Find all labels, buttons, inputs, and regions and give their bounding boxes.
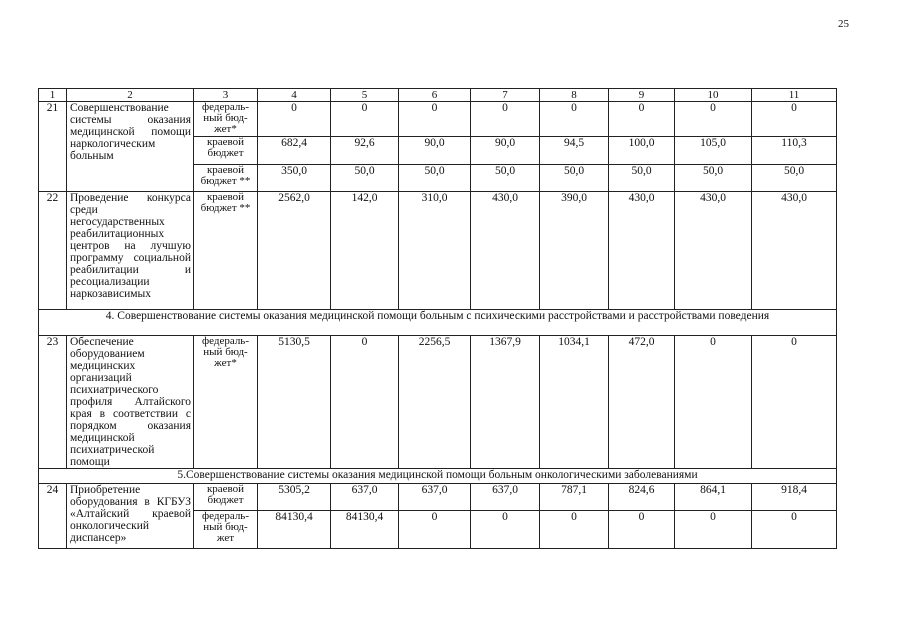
value-cell: 0 (609, 511, 675, 549)
table-row (39, 484, 837, 511)
value-cell: 430,0 (471, 192, 540, 310)
value-cell: 84130,4 (331, 511, 399, 549)
value-cell: 50,0 (471, 165, 540, 192)
value-cell: 50,0 (609, 165, 675, 192)
value-cell: 0 (258, 102, 331, 137)
value-cell: 50,0 (540, 165, 609, 192)
value-cell: 142,0 (331, 192, 399, 310)
value-cell: 0 (675, 336, 752, 469)
value-cell: 2256,5 (399, 336, 471, 469)
value-cell: 94,5 (540, 137, 609, 165)
header-cell: 6 (399, 89, 471, 102)
header-cell: 5 (331, 89, 399, 102)
value-cell: 430,0 (675, 192, 752, 310)
value-cell: 637,0 (471, 484, 540, 511)
value-cell: 0 (471, 511, 540, 549)
value-cell: 5130,5 (258, 336, 331, 469)
value-cell: 1367,9 (471, 336, 540, 469)
section-row (39, 469, 837, 484)
value-cell: 430,0 (609, 192, 675, 310)
value-cell: 100,0 (609, 137, 675, 165)
header-cell: 3 (194, 89, 258, 102)
funding-source: федераль-ный бюд-жет* (194, 102, 258, 137)
value-cell: 50,0 (399, 165, 471, 192)
value-cell: 0 (675, 511, 752, 549)
table-row (39, 102, 837, 137)
activity-name: Совершенствование системы оказания медицинской помощи наркологическим больным (67, 102, 194, 192)
value-cell: 390,0 (540, 192, 609, 310)
value-cell: 50,0 (752, 165, 837, 192)
value-cell: 5305,2 (258, 484, 331, 511)
value-cell: 0 (752, 511, 837, 549)
funding-source: краевой бюджет ** (194, 192, 258, 310)
value-cell: 90,0 (399, 137, 471, 165)
activity-name: Приобретение оборудования в КГБУЗ «Алтайский краевой онкологический диспансер» (67, 484, 194, 549)
value-cell: 350,0 (258, 165, 331, 192)
value-cell: 682,4 (258, 137, 331, 165)
value-cell: 2562,0 (258, 192, 331, 310)
section-heading: 5.Совершенствование системы оказания медицинской помощи больным онкологическими заболеваниями (39, 469, 837, 484)
value-cell: 0 (471, 102, 540, 137)
budget-table (38, 88, 837, 549)
row-number: 21 (39, 102, 67, 192)
section-heading: 4. Совершенствование системы оказания медицинской помощи больным с психическими расстройствами и расстройствами поведения (39, 310, 837, 336)
row-number: 23 (39, 336, 67, 469)
funding-source: краевой бюджет ** (194, 165, 258, 192)
table-row (39, 192, 837, 310)
value-cell: 0 (331, 102, 399, 137)
header-cell: 10 (675, 89, 752, 102)
header-cell: 9 (609, 89, 675, 102)
value-cell: 50,0 (675, 165, 752, 192)
header-cell: 1 (39, 89, 67, 102)
activity-name: Обеспечение оборудованием медицинских организаций психиатрического профиля Алтайского края в соответствии с порядком оказания медицинской психиатрической помощи (67, 336, 194, 469)
value-cell: 0 (399, 102, 471, 137)
row-number: 22 (39, 192, 67, 310)
value-cell: 0 (609, 102, 675, 137)
table-row (39, 336, 837, 469)
value-cell: 105,0 (675, 137, 752, 165)
funding-source: федераль-ный бюд-жет* (194, 336, 258, 469)
header-cell: 7 (471, 89, 540, 102)
header-cell: 8 (540, 89, 609, 102)
value-cell: 0 (540, 102, 609, 137)
value-cell: 84130,4 (258, 511, 331, 549)
value-cell: 0 (752, 336, 837, 469)
value-cell: 110,3 (752, 137, 837, 165)
value-cell: 0 (399, 511, 471, 549)
funding-source: федераль-ный бюд-жет (194, 511, 258, 549)
header-cell: 4 (258, 89, 331, 102)
value-cell: 92,6 (331, 137, 399, 165)
value-cell: 472,0 (609, 336, 675, 469)
activity-name: Проведение конкурса среди негосударственных реабилитационных центров на лучшую программу социальной реабилитации и ресоциализации наркозависимых (67, 192, 194, 310)
header-cell: 11 (752, 89, 837, 102)
value-cell: 90,0 (471, 137, 540, 165)
value-cell: 310,0 (399, 192, 471, 310)
header-cell: 2 (67, 89, 194, 102)
value-cell: 637,0 (331, 484, 399, 511)
value-cell: 824,6 (609, 484, 675, 511)
header-row (39, 89, 837, 102)
page-number: 25 (838, 18, 849, 30)
value-cell: 918,4 (752, 484, 837, 511)
value-cell: 0 (675, 102, 752, 137)
value-cell: 1034,1 (540, 336, 609, 469)
funding-source: краевой бюджет (194, 137, 258, 165)
value-cell: 787,1 (540, 484, 609, 511)
value-cell: 0 (752, 102, 837, 137)
value-cell: 0 (331, 336, 399, 469)
row-number: 24 (39, 484, 67, 549)
value-cell: 50,0 (331, 165, 399, 192)
section-row (39, 310, 837, 336)
funding-source: краевой бюджет (194, 484, 258, 511)
value-cell: 0 (540, 511, 609, 549)
value-cell: 637,0 (399, 484, 471, 511)
value-cell: 864,1 (675, 484, 752, 511)
value-cell: 430,0 (752, 192, 837, 310)
